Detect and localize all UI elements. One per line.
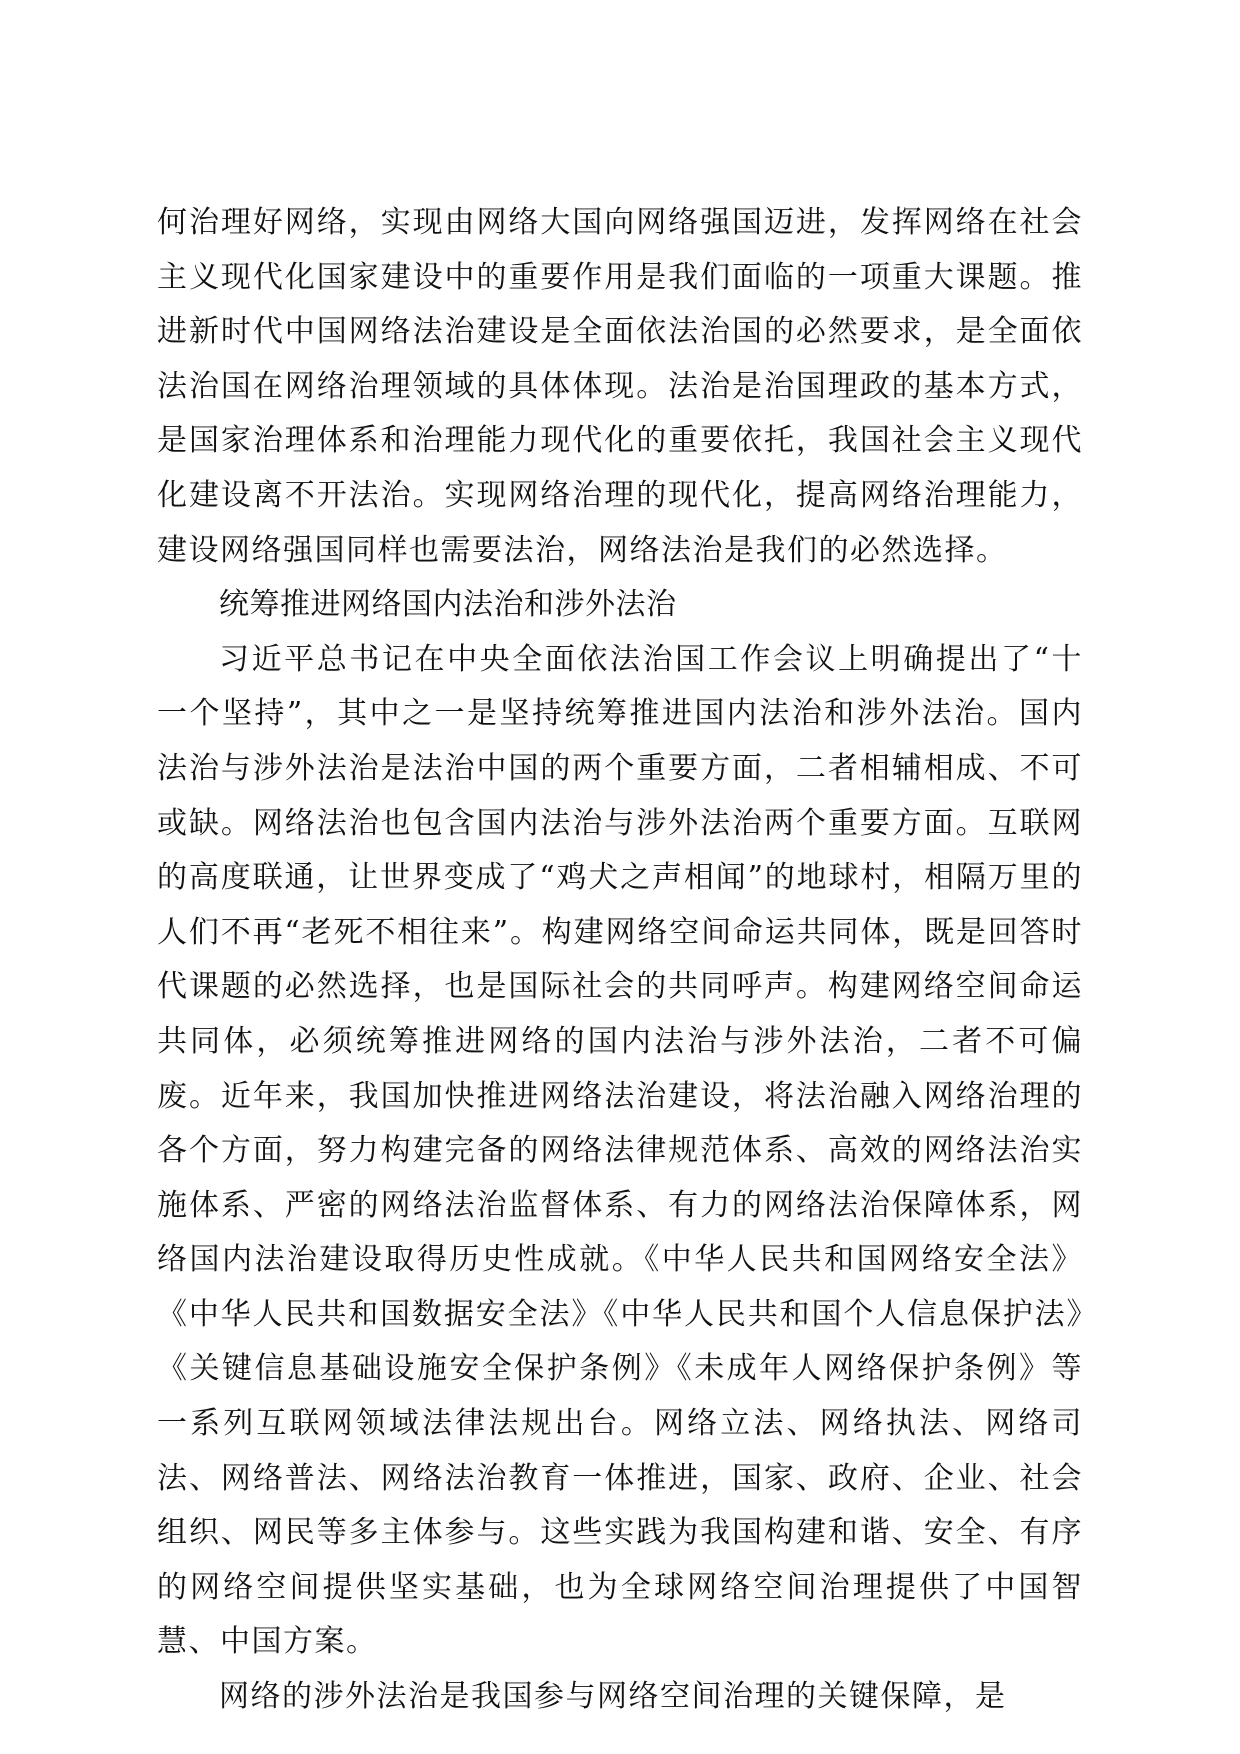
document-page [157, 196, 1083, 1725]
paragraph-3: 网络的涉外法治是我国参与网络空间治理的关键保障，是 [219, 1679, 1007, 1715]
paragraph-2: 习近平总书记在中央全面依法治国工作会议上明确提出了“十一个坚持”，其中之一是坚持统筹推进国内法治和涉外法治。国内法治与涉外法治是法治中国的两个重要方面，二者相辅相成、不可或缺。网络法治也包含国内法治与涉外法治两个重要方面。互联网的高度联通，让世界变成了“鸡犬之声相闻”的地球村，相隔万里的人们不再“老死不相往来”。构建网络空间命运共同体，既是回答时代课题的必然选择，也是国际社会的共同呼声。构建网络空间命运共同体，必须统筹推进网络的国内法治与涉外法治，二者不可偏废。近年来，我国加快推进网络法治建设，将法治融入网络治理的各个方面，努力构建完备的网络法律规范体系、高效的网络法治实施体系、严密的网络法治监督体系、有力的网络法治保障体系，网络国内法治建设取得历史性成就。《中华人民共和国网络安全法》《中华人民共和国数据安全法》《中华人民共和国个人信息保护法》《关键信息基础设施安全保护条例》《未成年人网络保护条例》等一系列互联网领域法律法规出台。网络立法、网络执法、网络司法、网络普法、网络法治教育一体推进，国家、政府、企业、社会组织、网民等多主体参与。这些实践为我国构建和谐、安全、有序的网络空间提供坚实基础，也为全球网络空间治理提供了中国智慧、中国方案。 [157, 641, 1083, 1660]
paragraph-continued: 何治理好网络，实现由网络大国向网络强国迈进，发挥网络在社会主义现代化国家建设中的重要作用是我们面临的一项重大课题。推进新时代中国网络法治建设是全面依法治国的必然要求，是全面依法治国在网络治理领域的具体体现。法治是治国理政的基本方式，是国家治理体系和治理能力现代化的重要依托，我国社会主义现代化建设离不开法治。实现网络治理的现代化，提高网络治理能力，建设网络强国同样也需要法治，网络法治是我们的必然选择。 [157, 205, 1083, 568]
section-heading: 统筹推进网络国内法治和涉外法治 [219, 587, 677, 623]
